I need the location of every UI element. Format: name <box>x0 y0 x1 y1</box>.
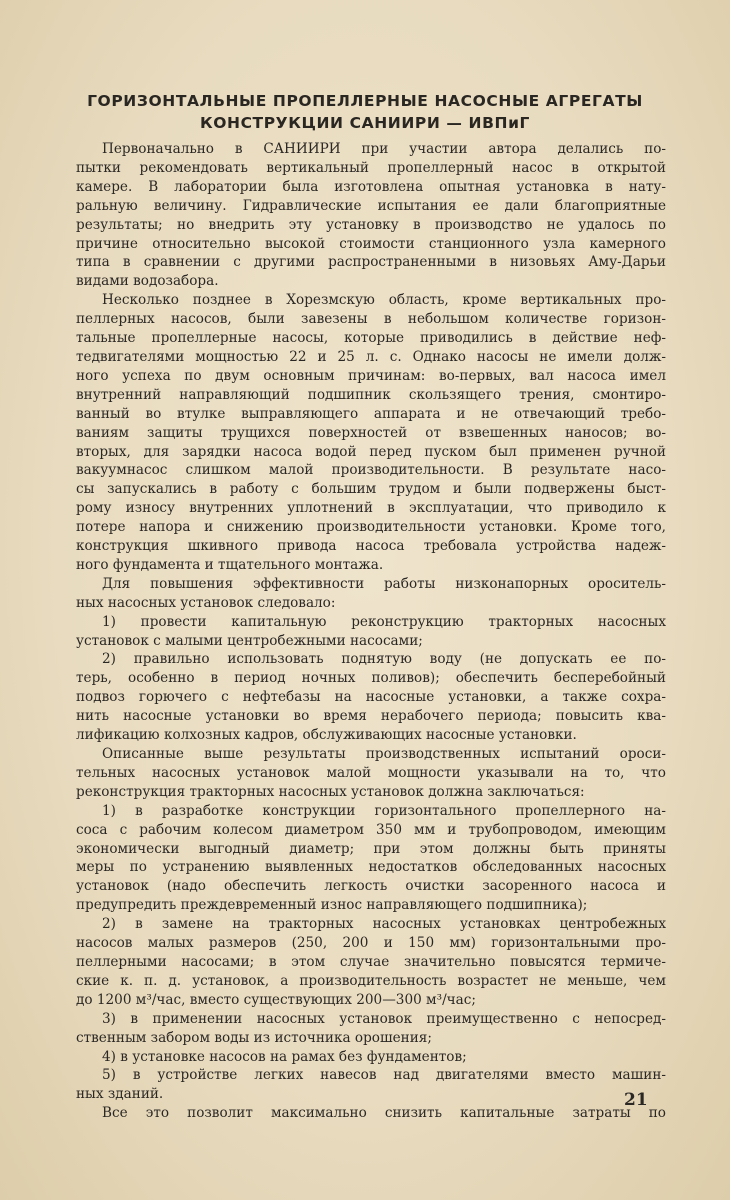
text-line: Описанные выше результаты производственных испытаний ороси- <box>102 746 666 762</box>
text-line: 1) провести капитальную реконструкцию тракторных насосных <box>102 613 666 630</box>
text-line: 1) в разработке конструкции горизонтального пропеллерного на- <box>102 802 666 819</box>
text-line: пеллерными насосами; в этом случае значительно повысятся термиче- <box>76 953 666 970</box>
text-line: результаты; но внедрить эту установку в производство не удалось по <box>76 216 666 233</box>
text-line: Все это позволит максимально снизить капитальные затраты по <box>102 1105 666 1122</box>
text-line: установок (надо обеспечить легкость очистки засоренного насоса и <box>76 878 666 895</box>
text-line: ного успеха по двум основным причинам: во-первых, вал насоса имел <box>76 367 666 384</box>
text-line: насосов малых размеров (250, 200 и 150 мм) горизонтальными про- <box>76 935 666 952</box>
page-number: 21 <box>624 1090 648 1110</box>
text-line: Для повышения эффективности работы низконапорных ороситель- <box>102 575 666 592</box>
text-line: типа в сравнении с другими распространенными в низовьях Аму-Дарьи <box>76 254 666 271</box>
text-line: соса с рабочим колесом диаметром 350 мм и трубопроводом, имеющим <box>76 821 666 838</box>
text-line: подвоз горючего с нефтебазы на насосные установки, а также сохра- <box>76 689 666 706</box>
text-line: нить насосные установки во время нерабочего периода; повысить ква- <box>76 708 666 725</box>
text-line: потере напора и снижению производительности установки. Кроме того, <box>76 519 666 536</box>
text-line: сы запускались в работу с большим трудом и были подвержены быст- <box>76 481 666 498</box>
text-line: конструкция шкивного привода насоса требовала устройства надеж- <box>76 538 666 555</box>
text-line: ральную величину. Гидравлические испытания ее дали благоприятные <box>76 197 666 214</box>
text-line: ственным забором воды из источника орошения; <box>76 1029 432 1046</box>
text-line: меры по устранению выявленных недостатков обследованных насосных <box>76 859 666 876</box>
text-line: 2) в замене на тракторных насосных установках центробежных <box>102 916 666 933</box>
text-line: 5) в устройстве легких навесов над двигателями вместо машин- <box>102 1067 666 1084</box>
text-line: реконструкция тракторных насосных установок должна заключаться: <box>76 783 585 800</box>
text-line: 4) в установке насосов на рамах без фундаментов; <box>102 1048 467 1065</box>
text-line: ские к. п. д. установок, а производительность возрастет не меньше, чем <box>76 972 666 989</box>
text-line: 2) правильно использовать поднятую воду (не допускать ее по- <box>102 651 666 668</box>
text-line: установок с малыми центробежными насосами; <box>76 632 423 649</box>
text-line: ваниям защиты трущихся поверхностей от взвешенных наносов; во- <box>76 424 666 441</box>
text-line: Несколько позднее в Хорезмскую область, кроме вертикальных про- <box>102 292 666 309</box>
text-line: тельных насосных установок малой мощности указывали на то, что <box>76 764 666 781</box>
page-title-line-2: КОНСТРУКЦИИ САНИИРИ — ИВПиГ <box>199 114 531 132</box>
text-line: экономически выгодный диаметр; при этом должны быть приняты <box>76 840 666 857</box>
text-line: тедвигателями мощностью 22 и 25 л. с. Однако насосы не имели долж- <box>76 348 666 365</box>
text-line: ных зданий. <box>76 1086 164 1103</box>
text-line: вакуумнасос слишком малой производительности. В результате насо- <box>76 462 666 479</box>
body-text <box>76 140 666 1123</box>
text-line: причине относительно высокой стоимости станционного узла камерного <box>76 235 666 252</box>
text-line: предупредить преждевременный износ направляющего подшипника); <box>76 897 588 914</box>
text-line: пытки рекомендовать вертикальный пропеллерный насос в открытой <box>76 159 666 176</box>
text-line: до 1200 м³/час, вместо существующих 200—300 м³/час; <box>76 991 476 1008</box>
text-line: видами водозабора. <box>76 273 219 290</box>
text-line: 3) в применении насосных установок преимущественно с непосред- <box>102 1010 666 1027</box>
text-line: камере. В лаборатории была изготовлена опытная установка в нату- <box>76 178 666 195</box>
text-line: тальные пропеллерные насосы, которые приводились в действие неф- <box>76 330 666 347</box>
text-line: рому износу внутренних уплотнений в эксплуатации, что приводило к <box>76 500 666 517</box>
text-line: внутренний направляющий подшипник скользящего трения, смонтиро- <box>76 386 666 403</box>
text-line: пеллерных насосов, были завезены в небольшом количестве горизон- <box>76 311 666 328</box>
text-line: лификацию колхозных кадров, обслуживающих насосные установки. <box>76 727 577 744</box>
text-line: ванный во втулке выправляющего аппарата и не отвечающий требо- <box>76 405 666 422</box>
text-line: ного фундамента и тщательного монтажа. <box>76 556 384 573</box>
text-line: ных насосных установок следовало: <box>76 594 336 611</box>
text-line: Первоначально в САНИИРИ при участии автора делались по- <box>102 141 666 157</box>
page-title-line-1: ГОРИЗОНТАЛЬНЫЕ ПРОПЕЛЛЕРНЫЕ НАСОСНЫЕ АГРЕГАТЫ <box>87 92 643 110</box>
text-line: вторых, для зарядки насоса водой перед пуском был применен ручной <box>76 443 666 460</box>
text-line: терь, особенно в период ночных поливов); обеспечить бесперебойный <box>76 670 666 687</box>
